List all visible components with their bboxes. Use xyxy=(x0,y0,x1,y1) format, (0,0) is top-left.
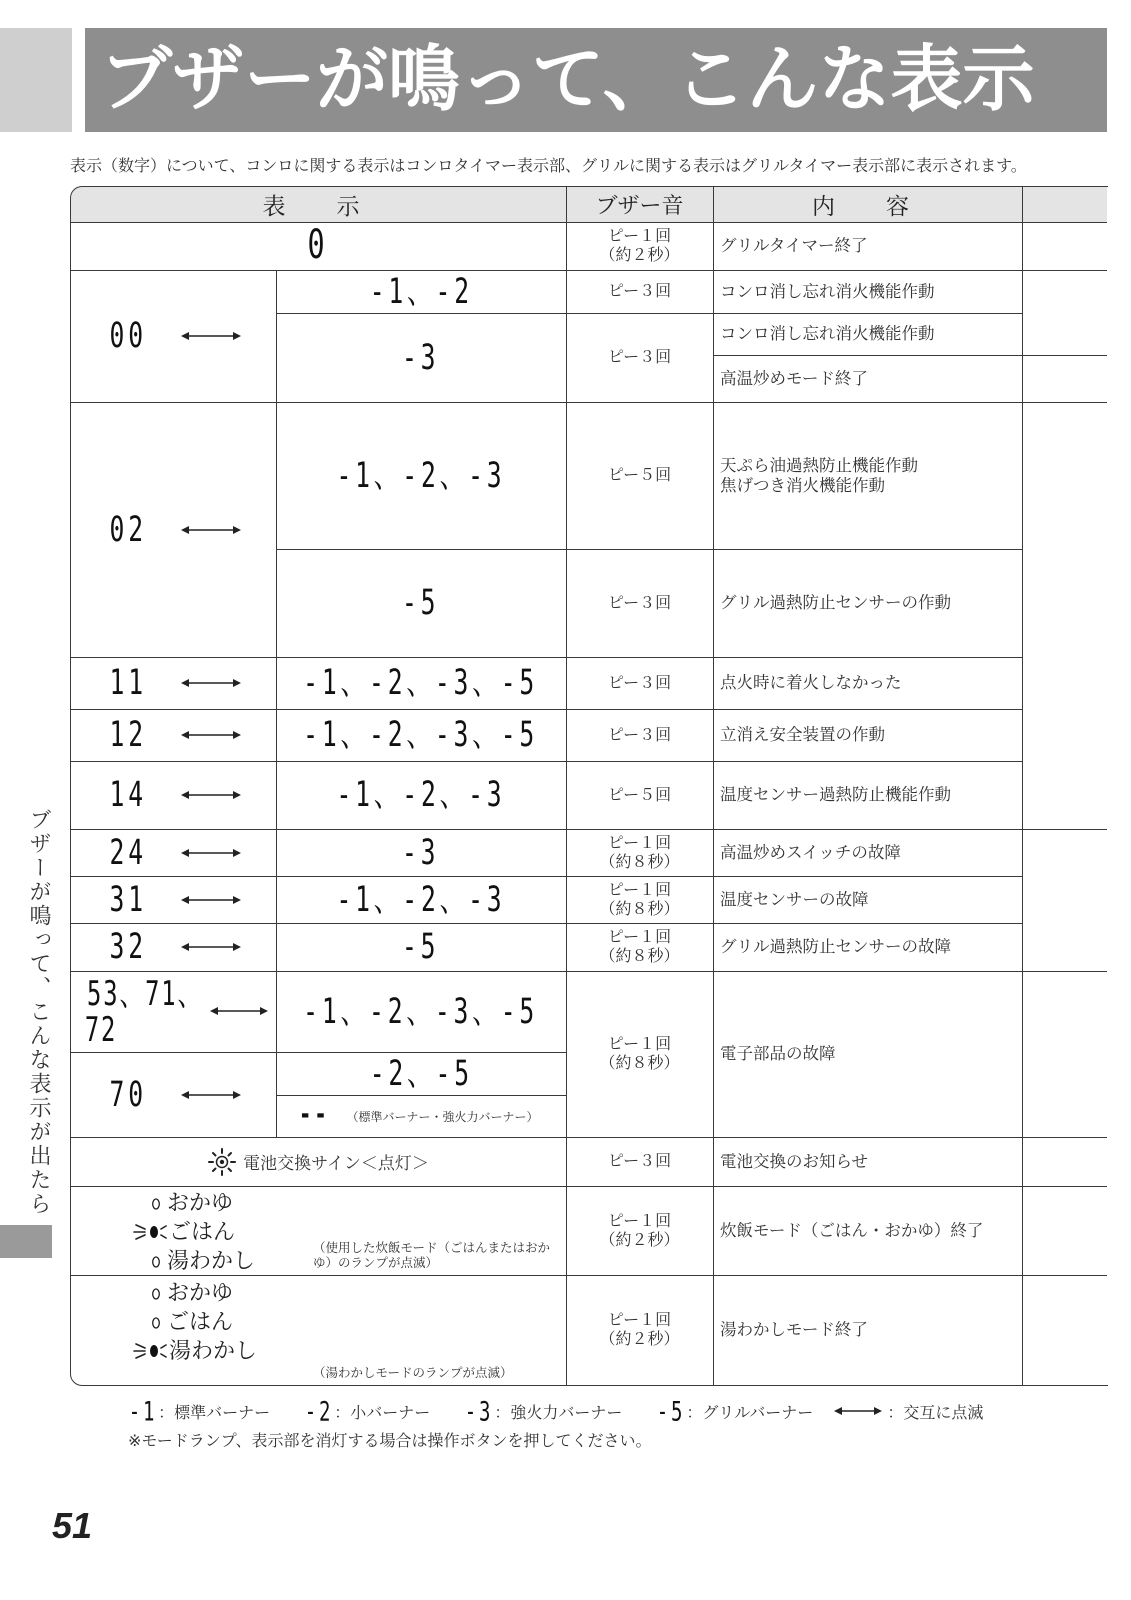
content-cell xyxy=(713,657,1022,709)
legend xyxy=(128,1394,984,1428)
blinking-lamp-icon xyxy=(133,1340,167,1362)
banner-side-block xyxy=(0,28,72,132)
legend-label: ：交互に点滅 xyxy=(887,1404,984,1422)
lamp-item-blinking xyxy=(133,1337,257,1365)
content-cell xyxy=(713,1275,1022,1385)
code-cell xyxy=(70,709,276,761)
burner-code: -1、-2、-3、-5 xyxy=(303,662,539,704)
lamp-icon xyxy=(149,1252,163,1270)
battery-sign-label: 電池交換サイン＜点灯＞ xyxy=(243,1154,429,1173)
lamp-item xyxy=(149,1279,233,1307)
display-code: 0 xyxy=(307,221,329,269)
buzzer-text: ピー１回 xyxy=(607,1036,672,1053)
content-text: 立消え安全装置の作動 xyxy=(720,726,885,744)
buzzer-text: ピー３回 xyxy=(607,674,672,692)
burner-code: -3 xyxy=(402,337,440,378)
content-text: 焦げつき消火機能作動 xyxy=(720,476,885,495)
lamp-item xyxy=(149,1247,255,1275)
burner-code: -5 xyxy=(402,582,440,624)
buzzer-duration: （約２秒） xyxy=(599,1231,680,1249)
buzzer-cell xyxy=(566,761,713,829)
buzzer-cell xyxy=(566,549,713,657)
burner-code: -- xyxy=(298,1098,330,1133)
burner-cell xyxy=(276,402,566,549)
code-cell xyxy=(70,761,276,829)
buzzer-cell xyxy=(566,923,713,971)
content-text: コンロ消し忘れ消火機能作動 xyxy=(720,282,935,301)
legend-code: -3 xyxy=(464,1394,494,1428)
alternate-blink-arrow-icon xyxy=(180,941,242,953)
lamp-icon xyxy=(149,1313,163,1331)
content-cell xyxy=(713,402,1022,549)
legend-label: ：強火力バーナー xyxy=(494,1404,623,1422)
alternate-blink-arrow-icon xyxy=(180,789,242,801)
lamp-item xyxy=(149,1189,233,1217)
burner-cell xyxy=(276,876,566,923)
side-section-label: ブザーが鳴って、こんな表示が出たら xyxy=(27,808,52,1216)
header-buzzer xyxy=(566,186,713,222)
alternate-blink-arrow-icon xyxy=(833,1405,883,1417)
display-cell xyxy=(70,222,566,270)
error-code: 24 xyxy=(109,832,147,873)
burner-cell xyxy=(276,761,566,829)
lamp-label: 湯わかし xyxy=(169,1338,258,1363)
content-cell xyxy=(713,270,1022,313)
burner-note: （標準バーナー・強火力バーナー） xyxy=(346,1109,539,1124)
buzzer-duration: （約２秒） xyxy=(599,247,680,264)
content-text: 温度センサー過熱防止機能作動 xyxy=(720,786,951,804)
error-code: 12 xyxy=(109,714,147,756)
header-content xyxy=(713,186,1022,222)
error-code: 31 xyxy=(109,879,147,920)
content-cell xyxy=(713,313,1022,355)
lamp-item xyxy=(149,1308,233,1336)
battery-sign-icon xyxy=(207,1147,237,1177)
content-text: 電子部品の故障 xyxy=(720,1045,836,1063)
lamp-label: ごはん xyxy=(169,1219,236,1244)
buzzer-text: ピー１回 xyxy=(607,834,672,852)
content-cell xyxy=(713,1186,1022,1275)
header-display xyxy=(70,186,566,222)
alternate-blink-arrow-icon xyxy=(180,330,242,342)
burner-cell xyxy=(276,1052,566,1095)
content-text: グリル過熱防止センサーの故障 xyxy=(720,938,951,956)
legend-code: -1 xyxy=(128,1394,158,1428)
buzzer-duration: （約８秒） xyxy=(599,948,680,965)
side-tab xyxy=(0,1225,52,1258)
buzzer-cell xyxy=(566,1275,713,1385)
buzzer-text: ピー３回 xyxy=(607,349,672,366)
burner-cell xyxy=(276,923,566,971)
content-text: 高温炒めモード終了 xyxy=(720,369,868,388)
buzzer-cell xyxy=(566,876,713,923)
buzzer-text: ピー１回 xyxy=(607,929,672,946)
code-cell xyxy=(70,876,276,923)
lamp-icon xyxy=(149,1284,163,1302)
buzzer-text: ピー１回 xyxy=(607,1212,672,1230)
burner-code: -1、-2、-3 xyxy=(336,774,506,816)
burner-cell xyxy=(276,829,566,876)
alternate-blink-arrow-icon xyxy=(180,524,242,536)
lamp-label: おかゆ xyxy=(167,1280,234,1305)
content-cell xyxy=(713,761,1022,829)
content-cell xyxy=(713,549,1022,657)
error-code: 00 xyxy=(109,315,147,357)
content-cell xyxy=(713,971,1022,1137)
header-buzzer-label: ブザー音 xyxy=(595,192,684,218)
title-banner xyxy=(85,28,1107,132)
content-cell xyxy=(713,923,1022,971)
legend-label: ：標準バーナー xyxy=(158,1404,271,1422)
burner-cell xyxy=(276,709,566,761)
burner-cell xyxy=(276,549,566,657)
lamp-label: 湯わかし xyxy=(167,1248,256,1273)
burner-code: -5 xyxy=(402,926,440,968)
buzzer-cell xyxy=(566,1186,713,1275)
intro-text: 表示（数字）について、コンロに関する表示はコンロタイマー表示部、グリルに関する表示はグリルタイマー表示部に表示されます。 xyxy=(70,158,1027,175)
buzzer-duration: （約８秒） xyxy=(599,853,680,871)
code-cell xyxy=(70,971,276,1052)
buzzer-cell xyxy=(566,402,713,549)
page-title: ブザーが鳴って、こんな表示 xyxy=(100,40,1035,120)
buzzer-text: ピー３回 xyxy=(607,283,672,300)
lamp-display-cell xyxy=(70,1186,566,1275)
burner-cell xyxy=(276,971,566,1052)
content-cell xyxy=(713,709,1022,761)
header-display-label: 表 示 xyxy=(262,192,374,219)
buzzer-text: ピー５回 xyxy=(607,467,672,484)
display-cell xyxy=(70,1137,566,1186)
buzzer-cell xyxy=(566,313,713,402)
burner-code: -1、-2、-3、-5 xyxy=(303,714,539,756)
error-code: 02 xyxy=(109,509,147,550)
content-text: 点火時に着火しなかった xyxy=(720,674,902,692)
error-code: 14 xyxy=(109,774,147,816)
content-cell xyxy=(713,1137,1022,1186)
burner-cell xyxy=(276,270,566,313)
legend-label: ：グリルバーナー xyxy=(686,1404,814,1422)
code-cell xyxy=(70,402,276,657)
burner-code: -3 xyxy=(402,832,440,873)
error-codes-line1: 53、71、 xyxy=(87,973,204,1013)
burner-cell xyxy=(276,657,566,709)
content-text: 電池交換のお知らせ xyxy=(720,1152,869,1171)
content-text: 高温炒めスイッチの故障 xyxy=(720,843,901,862)
lamp-label: ごはん xyxy=(167,1309,234,1334)
content-text: 湯わかしモード終了 xyxy=(720,1321,868,1339)
table-rule xyxy=(1022,186,1023,1385)
alternate-blink-arrow-icon xyxy=(180,729,242,741)
buzzer-text: ピー３回 xyxy=(607,1153,672,1170)
burner-code: -1、-2、-3 xyxy=(336,879,506,920)
burner-code: -1、-2、-3 xyxy=(336,455,506,496)
code-cell xyxy=(70,923,276,971)
buzzer-duration: （約８秒） xyxy=(599,900,680,918)
error-code: 32 xyxy=(109,926,147,968)
burner-code: -1、-2、-3、-5 xyxy=(303,991,539,1032)
buzzer-text: ピー３回 xyxy=(607,594,672,612)
burner-cell xyxy=(276,313,566,402)
content-text: 天ぷら油過熱防止機能作動 xyxy=(720,456,918,475)
alternate-blink-arrow-icon xyxy=(180,894,242,906)
buzzer-cell xyxy=(566,270,713,313)
legend-code: -2 xyxy=(304,1394,334,1428)
buzzer-text: ピー１回 xyxy=(607,1312,672,1329)
header-content-label: 内 容 xyxy=(812,192,923,219)
blinking-lamp-icon xyxy=(133,1221,167,1243)
code-cell xyxy=(70,829,276,876)
lamp-note: （使用した炊飯モード（ごはんまたはおかゆ）のランプが点滅） xyxy=(313,1241,551,1270)
content-text: 温度センサーの故障 xyxy=(720,890,869,909)
error-code: 11 xyxy=(109,662,147,704)
content-cell xyxy=(713,829,1022,876)
buzzer-text: ピー３回 xyxy=(607,726,672,744)
buzzer-cell xyxy=(566,709,713,761)
content-cell xyxy=(713,355,1022,402)
buzzer-text: ピー１回 xyxy=(607,881,672,899)
lamp-item-blinking xyxy=(133,1218,235,1246)
lamp-icon xyxy=(149,1194,163,1212)
content-text: コンロ消し忘れ消火機能作動 xyxy=(720,325,935,343)
legend-label: ：小バーナー xyxy=(334,1404,431,1422)
content-text: グリル過熱防止センサーの作動 xyxy=(720,594,951,612)
error-code: 70 xyxy=(109,1074,147,1115)
alternate-blink-arrow-icon xyxy=(180,847,242,859)
content-cell xyxy=(713,222,1022,270)
burner-code: -2、-5 xyxy=(369,1053,473,1094)
legend-code: -5 xyxy=(657,1394,686,1428)
code-cell xyxy=(70,270,276,402)
code-cell xyxy=(70,657,276,709)
error-codes-line2: 72 xyxy=(84,1009,118,1049)
burner-code: -1、-2 xyxy=(369,271,473,312)
page-number: 51 xyxy=(52,1505,93,1546)
alternate-blink-arrow-icon xyxy=(180,1089,242,1101)
footnote: ※モードランプ、表示部を消灯する場合は操作ボタンを押してください。 xyxy=(128,1433,652,1450)
lamp-label: おかゆ xyxy=(167,1190,234,1215)
lamp-display-cell xyxy=(70,1275,566,1385)
buzzer-duration: （約２秒） xyxy=(599,1331,680,1348)
buzzer-duration: （約８秒） xyxy=(599,1055,680,1072)
buzzer-cell xyxy=(566,222,713,270)
burner-cell xyxy=(276,1095,566,1137)
content-cell xyxy=(713,876,1022,923)
buzzer-text: ピー１回 xyxy=(607,228,672,245)
content-text: グリルタイマー終了 xyxy=(720,237,868,255)
code-cell xyxy=(70,1052,276,1137)
buzzer-cell xyxy=(566,1137,713,1186)
alternate-blink-arrow-icon xyxy=(209,1005,269,1017)
buzzer-cell xyxy=(566,657,713,709)
buzzer-cell xyxy=(566,971,713,1137)
content-text: 炊飯モード（ごはん・おかゆ）終了 xyxy=(720,1221,984,1240)
lamp-note: （湯わかしモードのランプが点滅） xyxy=(313,1366,513,1380)
buzzer-text: ピー５回 xyxy=(607,786,672,804)
buzzer-cell xyxy=(566,829,713,876)
alternate-blink-arrow-icon xyxy=(180,677,242,689)
